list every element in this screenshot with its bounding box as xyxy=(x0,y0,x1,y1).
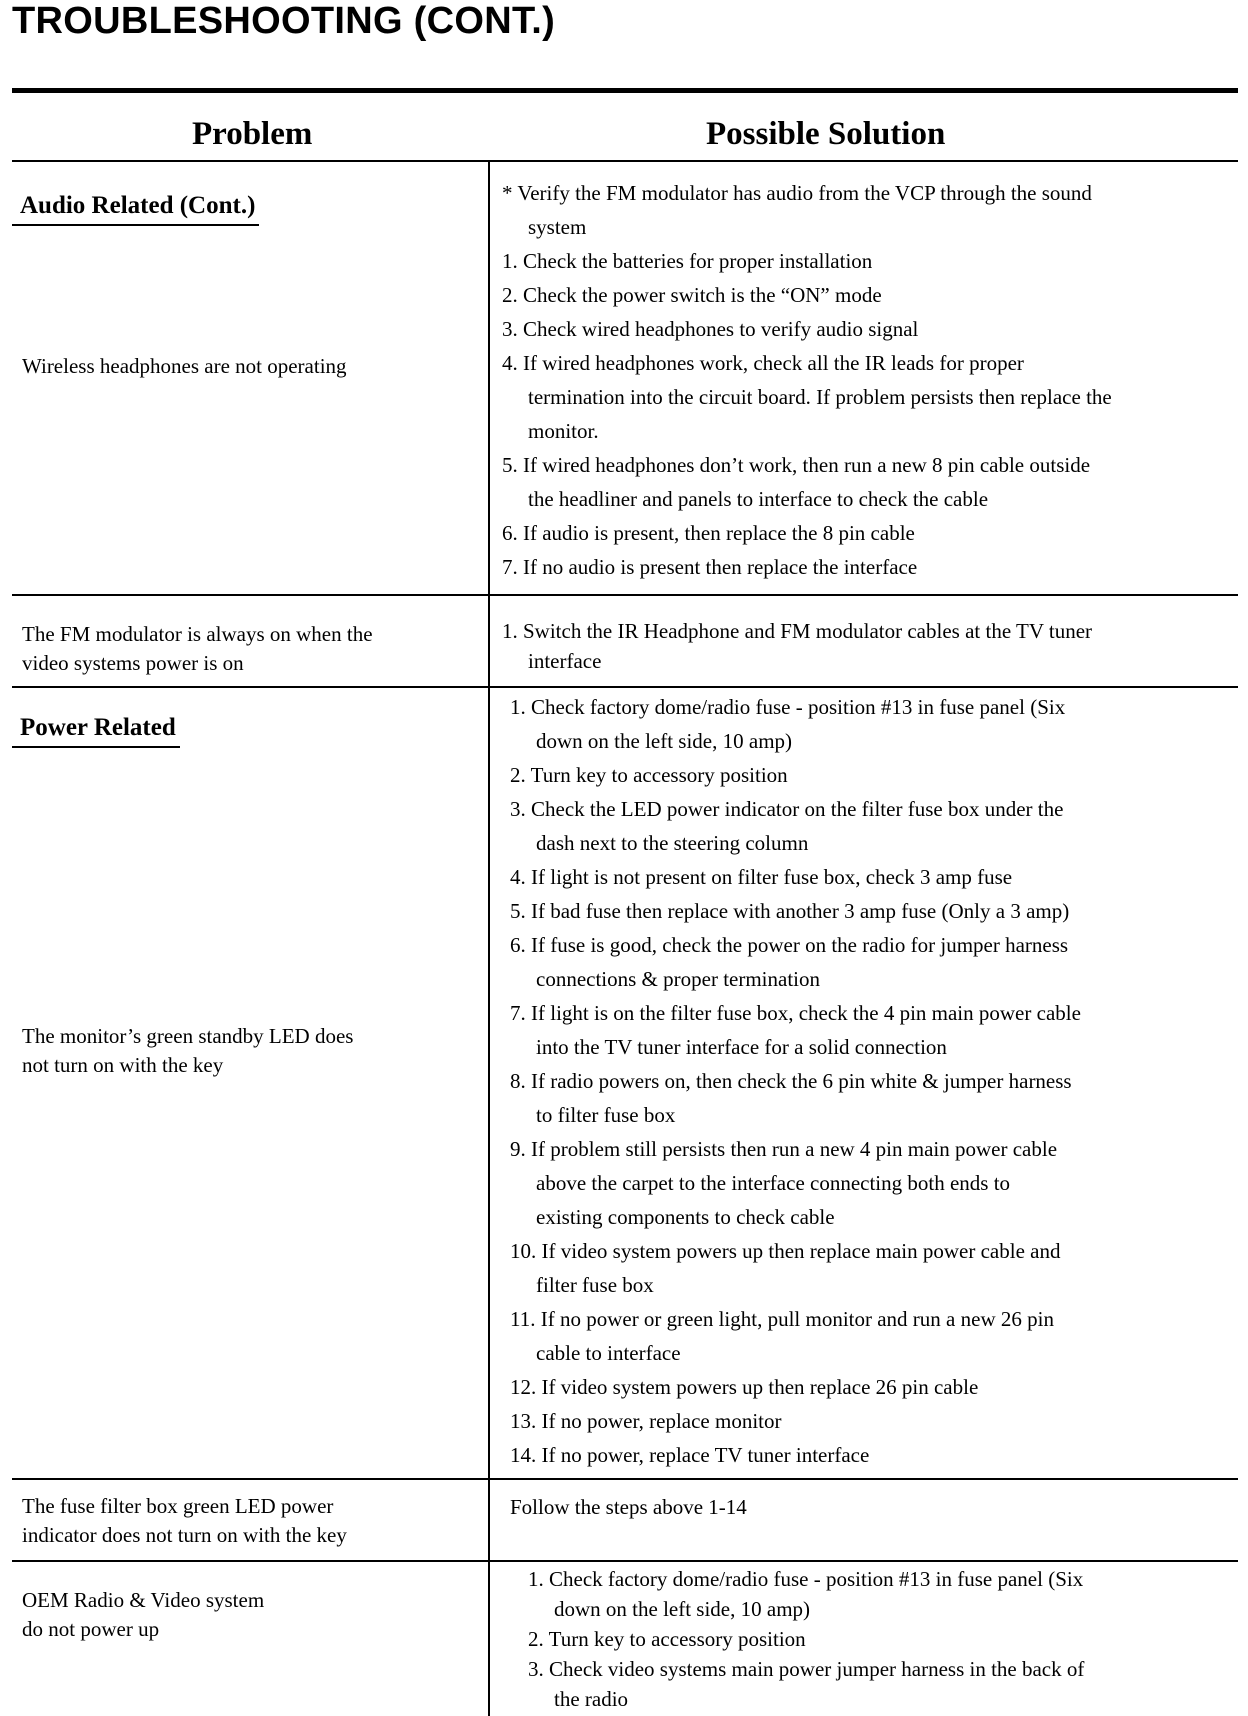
section-heading-audio: Audio Related (Cont.) xyxy=(12,192,259,226)
list-item: 13. If no power, replace monitor xyxy=(510,1409,782,1433)
list-item: * Verify the FM modulator has audio from the VCP through the sound xyxy=(502,181,1092,205)
list-item: 1. Check factory dome/radio fuse - position #13 in fuse panel (Six xyxy=(510,695,1066,719)
problem-line: The monitor’s green standby LED does xyxy=(22,1024,354,1048)
list-item: dash next to the steering column xyxy=(536,831,809,855)
list-item: filter fuse box xyxy=(536,1273,654,1297)
list-item: 8. If radio powers on, then check the 6 pin white & jumper harness xyxy=(510,1069,1072,1093)
problem-monitor-led xyxy=(22,1022,442,1080)
problem-line: indicator does not turn on with the key xyxy=(22,1523,347,1547)
problem-oem-radio xyxy=(22,1586,442,1644)
list-item: 3. Check video systems main power jumper harness in the back of xyxy=(528,1657,1085,1681)
problem-line: The FM modulator is always on when the xyxy=(22,622,373,646)
problem-fuse-filter-led xyxy=(22,1492,442,1550)
list-item: 7. If light is on the filter fuse box, check the 4 pin main power cable xyxy=(510,1001,1081,1025)
list-item: cable to interface xyxy=(536,1341,681,1365)
problem-line: OEM Radio & Video system xyxy=(22,1588,265,1612)
solution-column-header: Possible Solution xyxy=(706,116,946,152)
list-item: 3. Check wired headphones to verify audio signal xyxy=(502,317,919,341)
problem-line: The fuse filter box green LED power xyxy=(22,1494,334,1518)
problem-line: not turn on with the key xyxy=(22,1053,224,1077)
list-item: above the carpet to the interface connecting both ends to xyxy=(536,1171,1011,1195)
list-item: 3. Check the LED power indicator on the filter fuse box under the xyxy=(510,797,1064,821)
list-item: the radio xyxy=(554,1687,629,1711)
row-rule xyxy=(12,686,1238,688)
list-item: termination into the circuit board. If problem persists then replace the xyxy=(528,385,1112,409)
problem-line: video systems power is on xyxy=(22,651,244,675)
list-item: 10. If video system powers up then replace main power cable and xyxy=(510,1239,1061,1263)
solution-list xyxy=(510,1490,747,1524)
problem-line: do not power up xyxy=(22,1617,160,1641)
row-rule xyxy=(12,1478,1238,1480)
list-item: 5. If bad fuse then replace with another 3 amp fuse (Only a 3 amp) xyxy=(510,899,1070,923)
solution-list xyxy=(528,1564,1084,1714)
list-item: 4. If wired headphones work, check all the IR leads for proper xyxy=(502,351,1024,375)
row-rule xyxy=(12,1560,1238,1562)
solution-list xyxy=(502,176,1112,584)
top-rule xyxy=(12,88,1238,93)
list-item: the headliner and panels to interface to check the cable xyxy=(528,487,989,511)
list-item: 9. If problem still persists then run a new 4 pin main power cable xyxy=(510,1137,1058,1161)
list-item: down on the left side, 10 amp) xyxy=(536,729,793,753)
list-item: connections & proper termination xyxy=(536,967,821,991)
row-rule xyxy=(12,594,1238,596)
solution-list xyxy=(510,690,1081,1472)
header-rule xyxy=(12,160,1238,162)
list-item: 12. If video system powers up then replace 26 pin cable xyxy=(510,1375,979,1399)
list-item: 1. Switch the IR Headphone and FM modulator cables at the TV tuner xyxy=(502,619,1093,643)
problem-fm-modulator xyxy=(22,620,442,678)
solution-list xyxy=(502,616,1092,676)
list-item: 2. Check the power switch is the “ON” mode xyxy=(502,283,882,307)
list-item: 2. Turn key to accessory position xyxy=(528,1627,806,1651)
list-item: to filter fuse box xyxy=(536,1103,676,1127)
list-item: Follow the steps above 1-14 xyxy=(510,1495,747,1519)
list-item: interface xyxy=(528,649,602,673)
list-item: monitor. xyxy=(528,419,599,443)
list-item: into the TV tuner interface for a solid connection xyxy=(536,1035,947,1059)
list-item: 1. Check the batteries for proper installation xyxy=(502,249,873,273)
list-item: down on the left side, 10 amp) xyxy=(554,1597,811,1621)
list-item: existing components to check cable xyxy=(536,1205,835,1229)
list-item: 11. If no power or green light, pull monitor and run a new 26 pin xyxy=(510,1307,1054,1331)
list-item: 4. If light is not present on filter fuse box, check 3 amp fuse xyxy=(510,865,1013,889)
list-item: system xyxy=(528,215,587,239)
list-item: 7. If no audio is present then replace the interface xyxy=(502,555,918,579)
section-heading-power: Power Related xyxy=(12,714,180,748)
problem-wireless-headphones: Wireless headphones are not operating xyxy=(22,354,347,378)
list-item: 5. If wired headphones don’t work, then run a new 8 pin cable outside xyxy=(502,453,1091,477)
list-item: 1. Check factory dome/radio fuse - position #13 in fuse panel (Six xyxy=(528,1567,1084,1591)
problem-column-header: Problem xyxy=(192,116,313,152)
list-item: 2. Turn key to accessory position xyxy=(510,763,788,787)
list-item: 14. If no power, replace TV tuner interface xyxy=(510,1443,870,1467)
column-divider xyxy=(488,160,490,1716)
list-item: 6. If fuse is good, check the power on the radio for jumper harness xyxy=(510,933,1069,957)
page-title: TROUBLESHOOTING (CONT.) xyxy=(12,0,556,42)
list-item: 6. If audio is present, then replace the 8 pin cable xyxy=(502,521,915,545)
